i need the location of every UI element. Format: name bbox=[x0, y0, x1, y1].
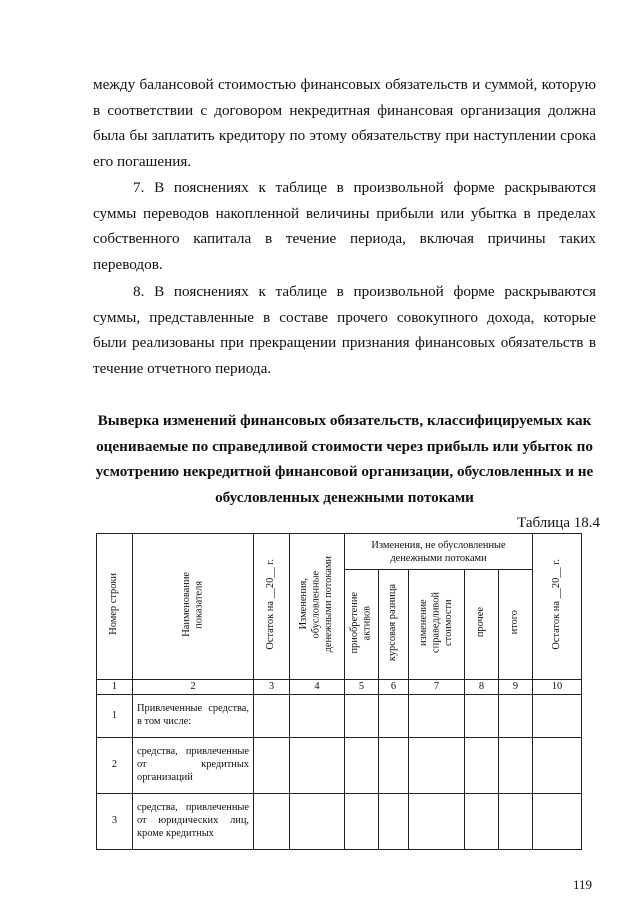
page-number: 119 bbox=[572, 877, 592, 892]
row-label: средства, привлеченные от юридических лиц, кроме кредитных bbox=[133, 794, 254, 850]
header-acquisition: приобретение активов bbox=[345, 570, 379, 680]
header-balance-end: Остаток на __20__ г. bbox=[533, 534, 582, 680]
column-number: 9 bbox=[499, 680, 533, 695]
column-number: 10 bbox=[533, 680, 582, 695]
table-cell bbox=[345, 695, 379, 738]
column-number: 4 bbox=[290, 680, 345, 695]
header-row-number: Номер строки bbox=[97, 534, 133, 680]
table-cell bbox=[499, 738, 533, 794]
reconciliation-table bbox=[96, 533, 582, 850]
column-number: 2 bbox=[133, 680, 254, 695]
table-cell bbox=[533, 738, 582, 794]
header-balance-start: Остаток на __20__ г. bbox=[254, 534, 290, 680]
header-other: прочее bbox=[465, 570, 499, 680]
table-cell bbox=[409, 794, 465, 850]
table-label: Таблица 18.4 bbox=[517, 515, 600, 531]
table-cell bbox=[290, 695, 345, 738]
table-cell bbox=[290, 738, 345, 794]
table-cell bbox=[345, 738, 379, 794]
table-cell bbox=[345, 794, 379, 850]
table-row bbox=[97, 794, 582, 850]
table-cell bbox=[379, 738, 409, 794]
paragraph-item-8: 8. В пояснениях к таблице в произвольной форме раскрываются суммы, представленные в составе прочего совокупного дохода, которые были реализованы при прекращении признания финансовых обязательств в течение отчетного периода. bbox=[93, 283, 596, 378]
header-total: итого bbox=[499, 570, 533, 680]
table-cell bbox=[254, 794, 290, 850]
row-number: 2 bbox=[97, 738, 133, 794]
table-cell bbox=[409, 738, 465, 794]
table-cell bbox=[533, 695, 582, 738]
header-changes-noncash: Изменения, не обусловленные денежными потоками bbox=[345, 534, 533, 570]
table-cell bbox=[409, 695, 465, 738]
table-cell bbox=[533, 794, 582, 850]
paragraph-continuation: между балансовой стоимостью финансовых обязательств и суммой, которую в соответствии с договором некредитная финансовая организация должна была бы заплатить кредитору по этому обязательству при наступлении срока его погашения. bbox=[93, 76, 596, 171]
row-label: средства, привлеченные от кредитных организаций bbox=[133, 738, 254, 794]
row-number: 1 bbox=[97, 695, 133, 738]
header-fair-value: изменение справедливой стоимости bbox=[409, 570, 465, 680]
table-heading: Выверка изменений финансовых обязательств, классифицируемых как оцениваемые по справедливой стоимости через прибыль или убыток по усмотрению некредитной финансовой организации, обусловленных и не обусловленных денежными потоками bbox=[95, 412, 594, 507]
row-number: 3 bbox=[97, 794, 133, 850]
table-row bbox=[97, 738, 582, 794]
column-number: 1 bbox=[97, 680, 133, 695]
table-cell bbox=[290, 794, 345, 850]
header-fx-difference: курсовая разница bbox=[379, 570, 409, 680]
header-indicator: Наименование показателя bbox=[133, 534, 254, 680]
table-cell bbox=[379, 794, 409, 850]
table-cell bbox=[254, 738, 290, 794]
column-number: 5 bbox=[345, 680, 379, 695]
column-number: 3 bbox=[254, 680, 290, 695]
paragraph-item-7: 7. В пояснениях к таблице в произвольной форме раскрываются суммы переводов накопленной величины прибыли или убытка в пределах собственного капитала в течение периода, включая причины таких переводов. bbox=[93, 179, 596, 274]
table-cell bbox=[499, 695, 533, 738]
table-cell bbox=[465, 794, 499, 850]
row-label: Привлеченные средства, в том числе: bbox=[133, 695, 254, 738]
table-cell bbox=[379, 695, 409, 738]
column-number: 7 bbox=[409, 680, 465, 695]
table-cell bbox=[465, 695, 499, 738]
header-changes-cash: Изменения, обусловленные денежными потоками bbox=[290, 534, 345, 680]
table-cell bbox=[465, 738, 499, 794]
column-number: 6 bbox=[379, 680, 409, 695]
table-row bbox=[97, 695, 582, 738]
column-number: 8 bbox=[465, 680, 499, 695]
column-numbers-row bbox=[97, 680, 582, 695]
table-cell bbox=[254, 695, 290, 738]
table-cell bbox=[499, 794, 533, 850]
